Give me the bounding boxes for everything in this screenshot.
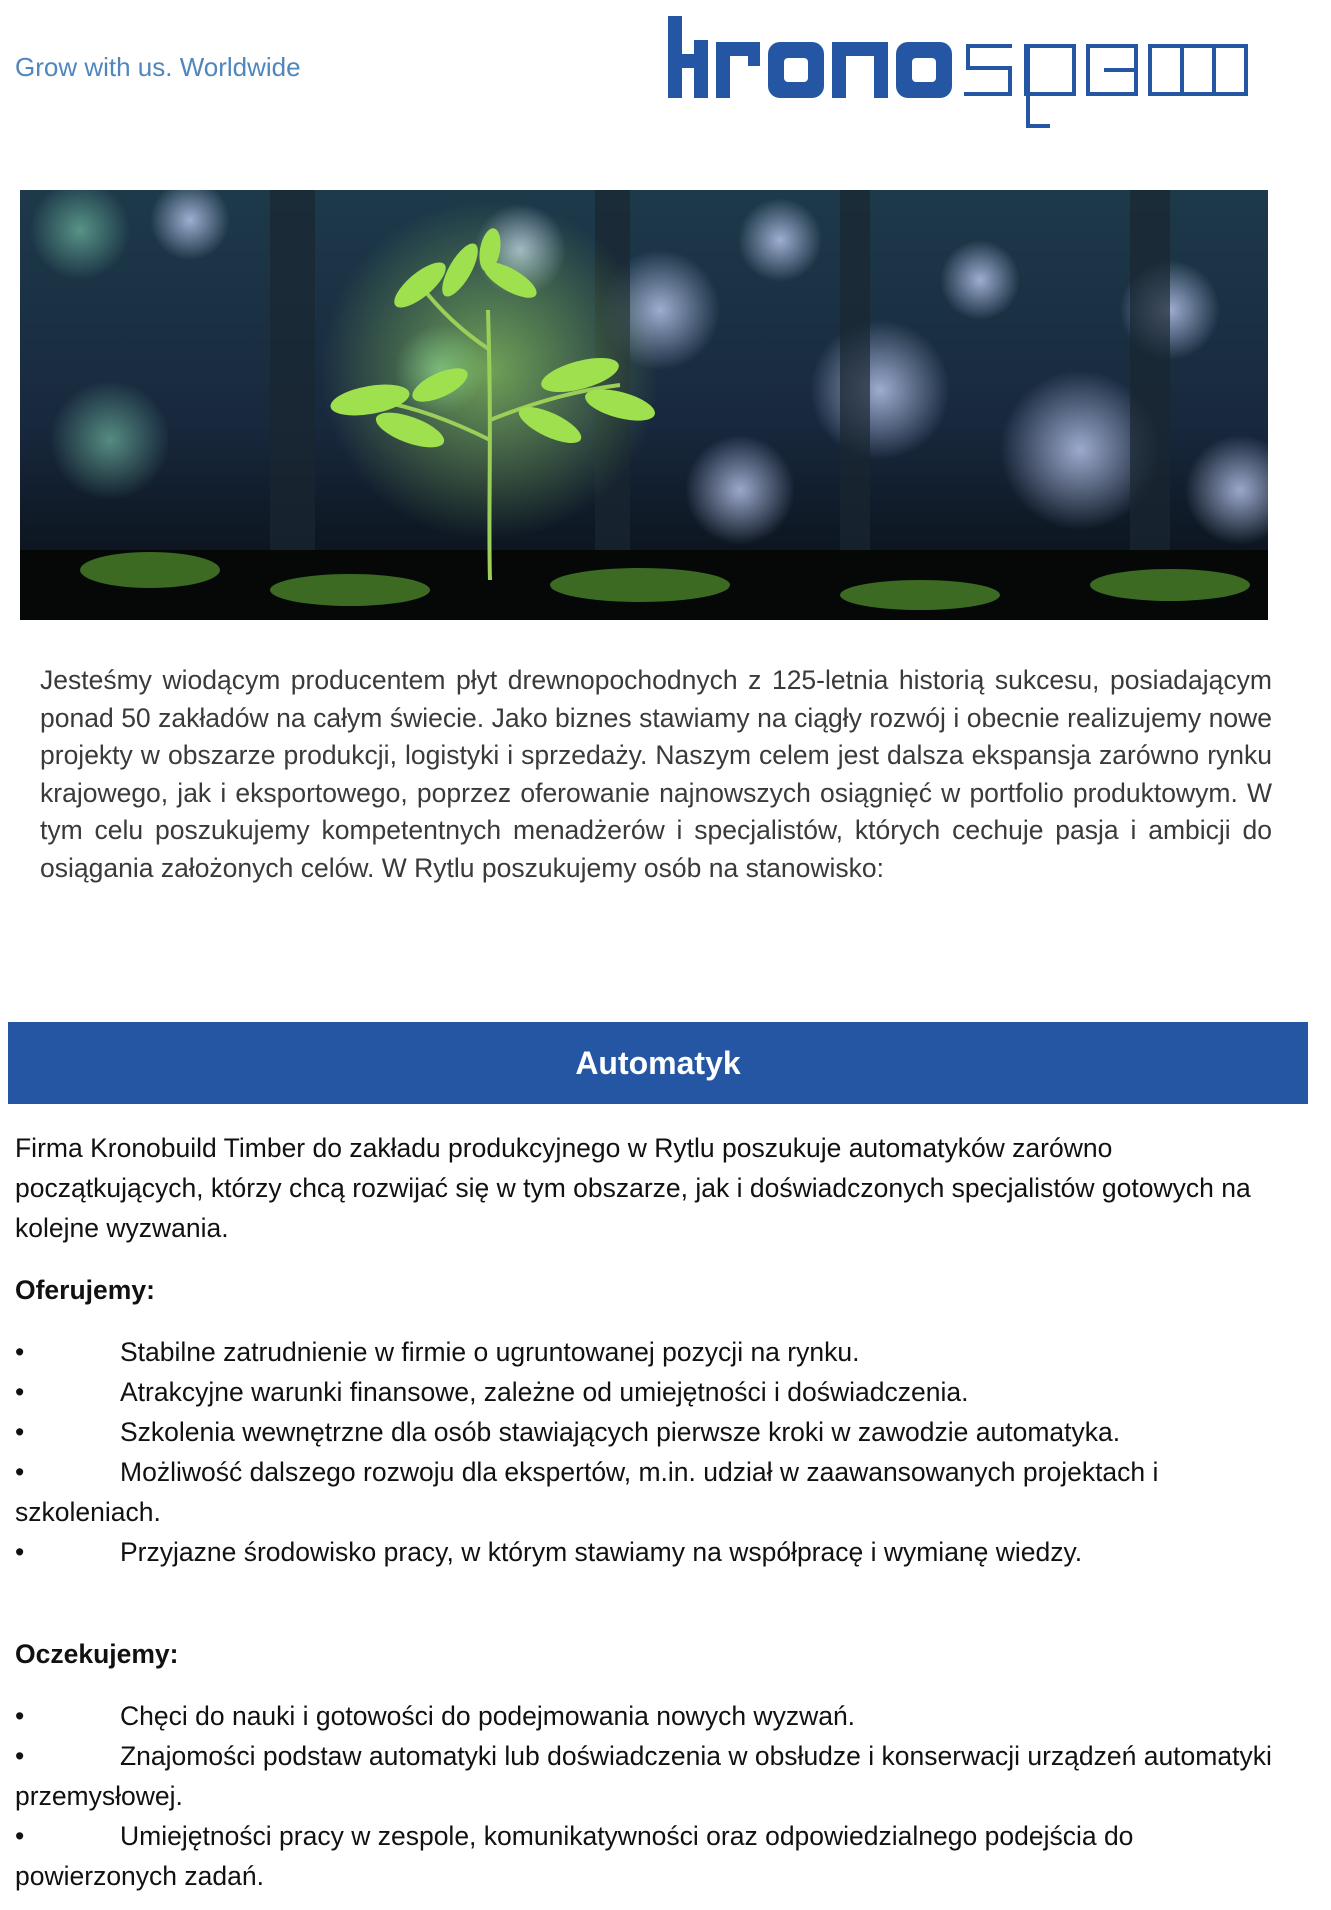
bullet-icon: • (15, 1377, 25, 1407)
company-intro: Jesteśmy wiodącym producentem płyt drewnopochodnych z 125-letnia historią sukcesu, posiadającym ponad 50 zakładów na całym świecie. Jako biznes stawiamy na ciągły rozwój i obecnie realizujemy nowe projekty w obszarze produkcji, logistyki i sprzedaży. Naszym celem jest dalsza ekspansja zarówno rynku krajowego, jak i eksportowego, poprzez oferowanie najnowszych osiągnięć w portfolio produktowym. W tym celu poszukujemy kompetentnych menadżerów i specjalistów, których cechuje pasja i ambicji do osiągania założonych celów. W Rytlu poszukujemy osób na stanowisko: (40, 665, 1272, 883)
offer-heading: Oferujemy: (15, 1275, 155, 1305)
hero-seedling-image (20, 190, 1268, 620)
job-title-banner (8, 1022, 1308, 1104)
job-title: Automatyk (575, 1044, 741, 1081)
bullet-icon: • (15, 1741, 25, 1771)
list-item: • Umiejętności pracy w zespole, komunikatywności oraz odpowiedzialnego podejścia do powierzonych zadań. (15, 1816, 1275, 1896)
kronospan-logo (664, 12, 1254, 132)
job-lead: Firma Kronobuild Timber do zakładu produkcyjnego w Rytlu poszukuje automatyków zarówno początkujących, którzy chcą rozwijać się w tym obszarze, jak i doświadczonych specjalistów gotowych na kolejne wyzwania. (15, 1133, 1251, 1243)
job-content (15, 1128, 1275, 1896)
list-item: • Przyjazne środowisko pracy, w którym stawiamy na współpracę i wymianę wiedzy. (15, 1532, 1275, 1572)
offer-list (15, 1332, 1275, 1572)
bullet-icon: • (15, 1821, 25, 1851)
bullet-icon: • (15, 1537, 25, 1567)
bullet-icon: • (15, 1701, 25, 1731)
list-item: • Możliwość dalszego rozwoju dla ekspertów, m.in. udział w zaawansowanych projektach i szkoleniach. (15, 1452, 1275, 1532)
bullet-icon: • (15, 1337, 25, 1367)
bullet-icon: • (15, 1417, 25, 1447)
list-item: • Stabilne zatrudnienie w firmie o ugruntowanej pozycji na rynku. (15, 1332, 1275, 1372)
list-item: • Szkolenia wewnętrzne dla osób stawiających pierwsze kroki w zawodzie automatyka. (15, 1412, 1275, 1452)
list-item: • Chęci do nauki i gotowości do podejmowania nowych wyzwań. (15, 1696, 1275, 1736)
bullet-icon: • (15, 1457, 25, 1487)
tagline: Grow with us. Worldwide (15, 52, 301, 82)
list-item: • Atrakcyjne warunki finansowe, zależne od umiejętności i doświadczenia. (15, 1372, 1275, 1412)
list-item: • Znajomości podstaw automatyki lub doświadczenia w obsłudze i konserwacji urządzeń automatyki przemysłowej. (15, 1736, 1275, 1816)
expect-list (15, 1696, 1275, 1896)
expect-heading: Oczekujemy: (15, 1639, 179, 1669)
